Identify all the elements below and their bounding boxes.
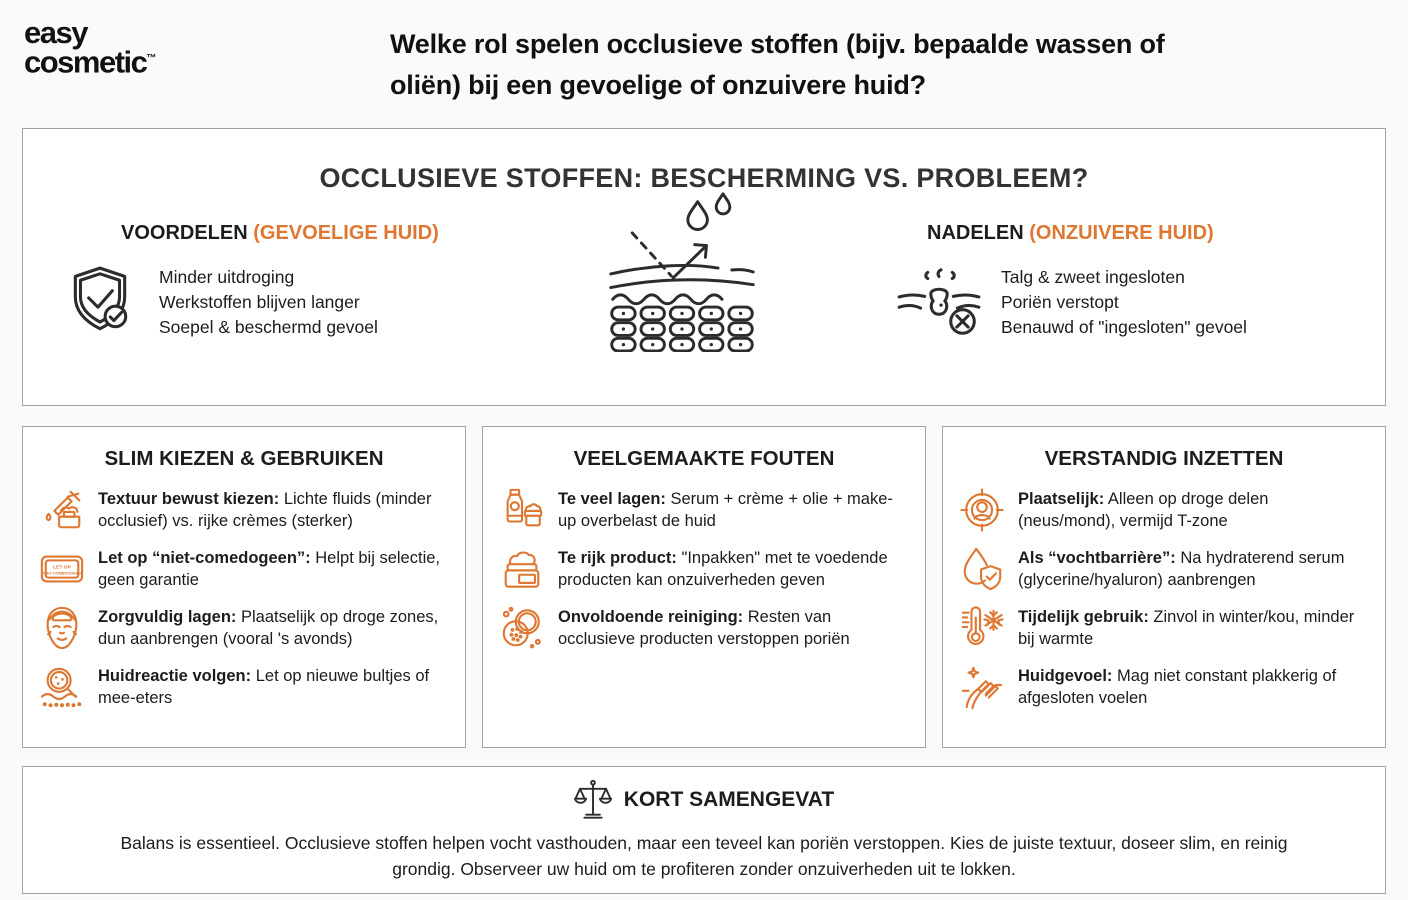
nadelen-line: Poriën verstopt xyxy=(1001,292,1119,312)
voordelen-line: Werkstoffen blijven langer xyxy=(159,292,360,312)
svg-text:“NIET-COMEDOGEEN”: “NIET-COMEDOGEEN” xyxy=(41,571,83,576)
list-item xyxy=(959,487,1369,533)
nadelen-lines xyxy=(1001,263,1247,340)
brand-logo xyxy=(24,15,157,80)
thermometer-snowflake-icon xyxy=(959,605,1005,651)
column-title: SLIM KIEZEN & GEBRUIKEN xyxy=(104,447,384,470)
list-item xyxy=(959,664,1369,710)
dropper-cream-jar-icon xyxy=(39,487,85,533)
voordelen-heading: VOORDELEN (GEVOELIGE HUID) xyxy=(121,222,439,244)
brand-logo-line1: easy xyxy=(24,15,87,50)
skin-layers-droplet-icon xyxy=(599,188,765,352)
trademark-symbol: ™ xyxy=(146,53,157,64)
page-header xyxy=(0,0,1408,128)
clogged-pore-icon xyxy=(893,263,985,337)
list-item-text: Zorgvuldig lagen: Plaatselijk op droge zones, dun aanbrengen (vooral 's avonds) xyxy=(98,608,439,648)
nadelen-section xyxy=(893,222,1345,357)
svg-text:LET OP: LET OP xyxy=(53,564,71,571)
list-item-text: Textuur bewust kiezen: Lichte fluids (minder occlusief) vs. rijke crèmes (sterker) xyxy=(98,490,432,530)
nadelen-subheading: (ONZUIVERE HUID) xyxy=(1029,222,1214,244)
list-item-text: Huidreactie volgen: Let op nieuwe bultjes of mee-eters xyxy=(98,667,430,707)
list-item xyxy=(499,546,909,592)
list-item xyxy=(499,487,909,533)
summary-text: Balans is essentieel. Occlusieve stoffen helpen vocht vasthouden, maar een teveel kan poriën verstoppen. Kies de juiste textuur, doseer slim, en reinig grondig. Observeer uw huid om te profiteren zonder onzuiverheden uit te lokken. xyxy=(120,833,1288,879)
magnifier-skin-icon xyxy=(39,664,85,710)
page-title xyxy=(390,24,1350,106)
face-mask-icon xyxy=(39,605,85,651)
brand-logo-line2: cosmetic™ xyxy=(24,44,157,80)
nadelen-line: Talg & zweet ingesloten xyxy=(1001,267,1185,287)
list-item-text: Plaatselijk: Alleen op droge delen (neus/mond), vermijd T-zone xyxy=(1018,490,1269,530)
cream-jar-icon xyxy=(499,546,545,592)
scales-icon xyxy=(574,779,612,821)
voordelen-line: Minder uitdroging xyxy=(159,267,295,287)
shield-check-icon xyxy=(63,263,137,337)
list-item-text: Te veel lagen: Serum + crème + olie + make-up overbelast de huid xyxy=(558,490,893,530)
list-item-text: Onvoldoende reiniging: Resten van occlusieve producten verstoppen poriën xyxy=(558,608,850,648)
tube-jar-icon xyxy=(499,487,545,533)
drop-shield-icon xyxy=(959,546,1005,592)
list-item-text: Te rijk product: "Inpakken" met te voedende producten kan onzuiverheden geven xyxy=(558,549,888,589)
list-item xyxy=(39,664,449,710)
hero-title: OCCLUSIEVE STOFFEN: BESCHERMING VS. PROBLEEM? xyxy=(319,163,1089,193)
list-item xyxy=(499,605,909,651)
list-item xyxy=(959,546,1369,592)
hand-sparkle-icon xyxy=(959,664,1005,710)
label-badge-icon xyxy=(39,546,85,592)
column-verstandig-inzetten xyxy=(942,426,1386,748)
summary-heading xyxy=(63,779,1345,821)
summary-title: KORT SAMENGEVAT xyxy=(623,788,835,811)
summary-panel xyxy=(22,766,1386,894)
cotton-pads-icon xyxy=(499,605,545,651)
page-title-line2: oliën) bij een gevoelige of onzuivere huid? xyxy=(390,70,926,100)
list-item-text: Tijdelijk gebruik: Zinvol in winter/kou, minder bij warmte xyxy=(1018,608,1355,648)
column-title: VEELGEMAAKTE FOUTEN xyxy=(573,447,835,470)
page-title-line1: Welke rol spelen occlusieve stoffen (bijv. bepaalde wassen of xyxy=(390,29,1165,59)
voordelen-subheading: (GEVOELIGE HUID) xyxy=(253,222,439,244)
voordelen-section xyxy=(63,222,471,357)
column-title: VERSTANDIG INZETTEN xyxy=(1044,447,1284,470)
target-face-icon xyxy=(959,487,1005,533)
list-item-text: Als “vochtbarrière”: Na hydraterend serum (glycerine/hyaluron) aanbrengen xyxy=(1018,549,1345,589)
nadelen-line: Benauwd of "ingesloten" gevoel xyxy=(1001,317,1247,337)
nadelen-heading: NADELEN (ONZUIVERE HUID) xyxy=(927,222,1214,244)
tips-columns xyxy=(22,426,1386,748)
list-item xyxy=(39,546,449,592)
list-item-text: Let op “niet-comedogeen”: Helpt bij selectie, geen garantie xyxy=(98,549,440,589)
list-item xyxy=(39,605,449,651)
hero-panel xyxy=(22,128,1386,406)
hero-center-illustration xyxy=(599,188,765,357)
column-veelgemaakte-fouten xyxy=(482,426,926,748)
voordelen-lines xyxy=(159,263,378,340)
hero-row xyxy=(63,222,1345,357)
list-item-text: Huidgevoel: Mag niet constant plakkerig of afgesloten voelen xyxy=(1018,667,1337,707)
list-item xyxy=(39,487,449,533)
column-slim-kiezen xyxy=(22,426,466,748)
voordelen-line: Soepel & beschermd gevoel xyxy=(159,317,378,337)
list-item xyxy=(959,605,1369,651)
